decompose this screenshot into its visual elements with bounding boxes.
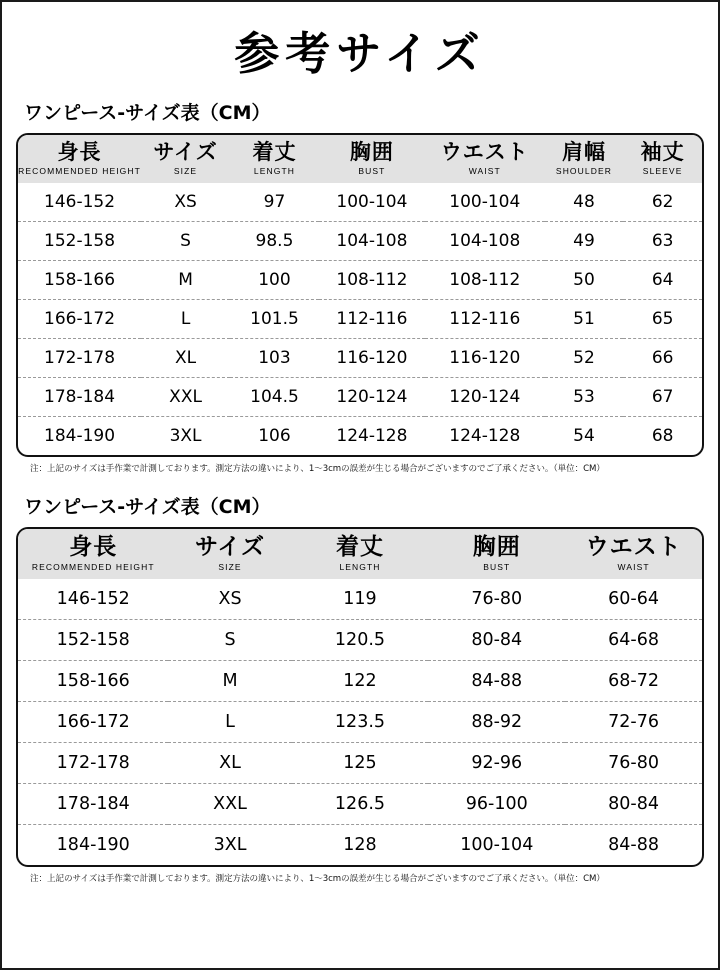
cell-height: 178-184	[18, 377, 141, 416]
cell-bust: 112-116	[319, 299, 425, 338]
section-2-heading: ワンピース-サイズ表（CM）	[24, 495, 271, 518]
cell-size: M	[168, 661, 291, 702]
cell-bust: 116-120	[319, 338, 425, 377]
section-1-heading: ワンピース-サイズ表（CM）	[24, 101, 271, 124]
table-row	[18, 416, 702, 455]
section-1-note: 注：上記のサイズは手作業で計測しております。測定方法の違いにより、1〜3cmの誤差が生じる場合がございますのでご了承ください。（単位：CM）	[30, 463, 605, 474]
page-title: 参考サイズ	[234, 27, 486, 80]
cell-length: 125	[292, 743, 429, 784]
cell-bust: 108-112	[319, 260, 425, 299]
cell-length: 103	[230, 338, 319, 377]
size-table-section-2	[16, 492, 704, 884]
cell-length: 122	[292, 661, 429, 702]
cell-waist: 124-128	[449, 425, 521, 446]
cell-bust: 80-84	[428, 620, 565, 661]
cell-length: 126.5	[292, 784, 429, 825]
table-row	[18, 620, 702, 661]
cell-shoulder: 52	[545, 338, 624, 377]
cell-waist: 68-72	[565, 661, 702, 702]
cell-length: 119	[292, 579, 429, 620]
cell-height: 152-158	[18, 620, 168, 661]
cell-waist: 76-80	[565, 743, 702, 784]
cell-shoulder: 50	[545, 260, 624, 299]
cell-bust: 104-108	[319, 221, 425, 260]
column-header-shoulder: 肩幅 SHOULDER	[545, 135, 624, 183]
cell-size: 3XL	[169, 425, 202, 446]
cell-waist: 72-76	[565, 702, 702, 743]
table-header-row	[18, 529, 702, 579]
cell-bust: 88-92	[428, 702, 565, 743]
cell-size: M	[141, 260, 230, 299]
table-row	[18, 579, 702, 620]
table-row	[18, 377, 702, 416]
column-header-waist: ウエスト WAIST	[565, 529, 702, 579]
cell-waist: 100-104	[425, 183, 545, 222]
cell-waist: 116-120	[425, 338, 545, 377]
size-table-section-1	[16, 98, 704, 474]
cell-length: 120.5	[292, 620, 429, 661]
cell-length: 97	[230, 183, 319, 222]
cell-bust: 100-104	[460, 835, 534, 856]
size-table-1	[18, 135, 702, 455]
cell-height: 146-152	[18, 579, 168, 620]
cell-sleeve: 68	[651, 425, 674, 446]
size-table-1-card	[16, 133, 704, 457]
column-header-length: 着丈 LENGTH	[292, 529, 429, 579]
cell-bust: 96-100	[428, 784, 565, 825]
cell-height: 184-190	[44, 425, 116, 446]
cell-size: XL	[141, 338, 230, 377]
cell-length: 98.5	[230, 221, 319, 260]
cell-waist: 120-124	[425, 377, 545, 416]
cell-sleeve: 67	[623, 377, 702, 416]
column-header-length: 着丈 LENGTH	[230, 135, 319, 183]
table-header-row	[18, 135, 702, 183]
table-row	[18, 260, 702, 299]
table-row	[18, 221, 702, 260]
cell-size: XXL	[168, 784, 291, 825]
cell-shoulder: 54	[573, 425, 595, 446]
cell-height: 158-166	[18, 661, 168, 702]
cell-height: 184-190	[56, 835, 130, 856]
cell-bust: 124-128	[336, 425, 408, 446]
cell-size: XS	[168, 579, 291, 620]
column-header-height: 身長 RECOMMENDED HEIGHT	[18, 135, 141, 183]
cell-bust: 92-96	[428, 743, 565, 784]
column-header-height: 身長 RECOMMENDED HEIGHT	[18, 529, 168, 579]
cell-sleeve: 66	[623, 338, 702, 377]
cell-size: XS	[141, 183, 230, 222]
cell-bust: 76-80	[428, 579, 565, 620]
cell-length: 106	[258, 425, 291, 446]
section-2-note: 注：上記のサイズは手作業で計測しております。測定方法の違いにより、1〜3cmの誤差が生じる場合がございますのでご了承ください。（単位：CM）	[30, 874, 605, 885]
cell-shoulder: 51	[545, 299, 624, 338]
cell-shoulder: 48	[545, 183, 624, 222]
column-header-bust: 胸囲 BUST	[428, 529, 565, 579]
cell-sleeve: 64	[623, 260, 702, 299]
column-header-waist: ウエスト WAIST	[425, 135, 545, 183]
cell-waist: 104-108	[425, 221, 545, 260]
cell-sleeve: 65	[623, 299, 702, 338]
table-row	[18, 743, 702, 784]
cell-length: 104.5	[230, 377, 319, 416]
column-header-bust: 胸囲 BUST	[319, 135, 425, 183]
table-row	[18, 338, 702, 377]
cell-height: 166-172	[18, 299, 141, 338]
cell-size: S	[141, 221, 230, 260]
column-header-size: サイズ SIZE	[141, 135, 230, 183]
cell-length: 100	[230, 260, 319, 299]
table-row	[18, 702, 702, 743]
cell-length: 101.5	[230, 299, 319, 338]
cell-height: 172-178	[18, 338, 141, 377]
table-row	[18, 661, 702, 702]
cell-waist: 80-84	[565, 784, 702, 825]
column-header-sleeve: 袖丈 SLEEVE	[623, 135, 702, 183]
cell-waist: 112-116	[425, 299, 545, 338]
cell-bust: 100-104	[319, 183, 425, 222]
size-table-2	[18, 529, 702, 865]
cell-sleeve: 63	[623, 221, 702, 260]
cell-length: 128	[343, 835, 377, 856]
cell-height: 158-166	[18, 260, 141, 299]
table-row	[18, 299, 702, 338]
cell-height: 146-152	[18, 183, 141, 222]
cell-waist: 60-64	[565, 579, 702, 620]
table-row	[18, 784, 702, 825]
table-row	[18, 825, 702, 866]
cell-size: L	[141, 299, 230, 338]
cell-waist: 84-88	[608, 835, 660, 856]
cell-shoulder: 49	[545, 221, 624, 260]
cell-height: 166-172	[18, 702, 168, 743]
cell-size: 3XL	[213, 835, 247, 856]
cell-height: 172-178	[18, 743, 168, 784]
cell-sleeve: 62	[623, 183, 702, 222]
cell-bust: 120-124	[319, 377, 425, 416]
cell-length: 123.5	[292, 702, 429, 743]
cell-size: XXL	[141, 377, 230, 416]
cell-waist: 64-68	[565, 620, 702, 661]
cell-size: S	[168, 620, 291, 661]
cell-waist: 108-112	[425, 260, 545, 299]
cell-height: 152-158	[18, 221, 141, 260]
cell-bust: 84-88	[428, 661, 565, 702]
cell-size: L	[168, 702, 291, 743]
cell-height: 178-184	[18, 784, 168, 825]
cell-shoulder: 53	[545, 377, 624, 416]
column-header-size: サイズ SIZE	[168, 529, 291, 579]
size-table-2-card	[16, 527, 704, 867]
cell-size: XL	[168, 743, 291, 784]
table-row	[18, 183, 702, 222]
